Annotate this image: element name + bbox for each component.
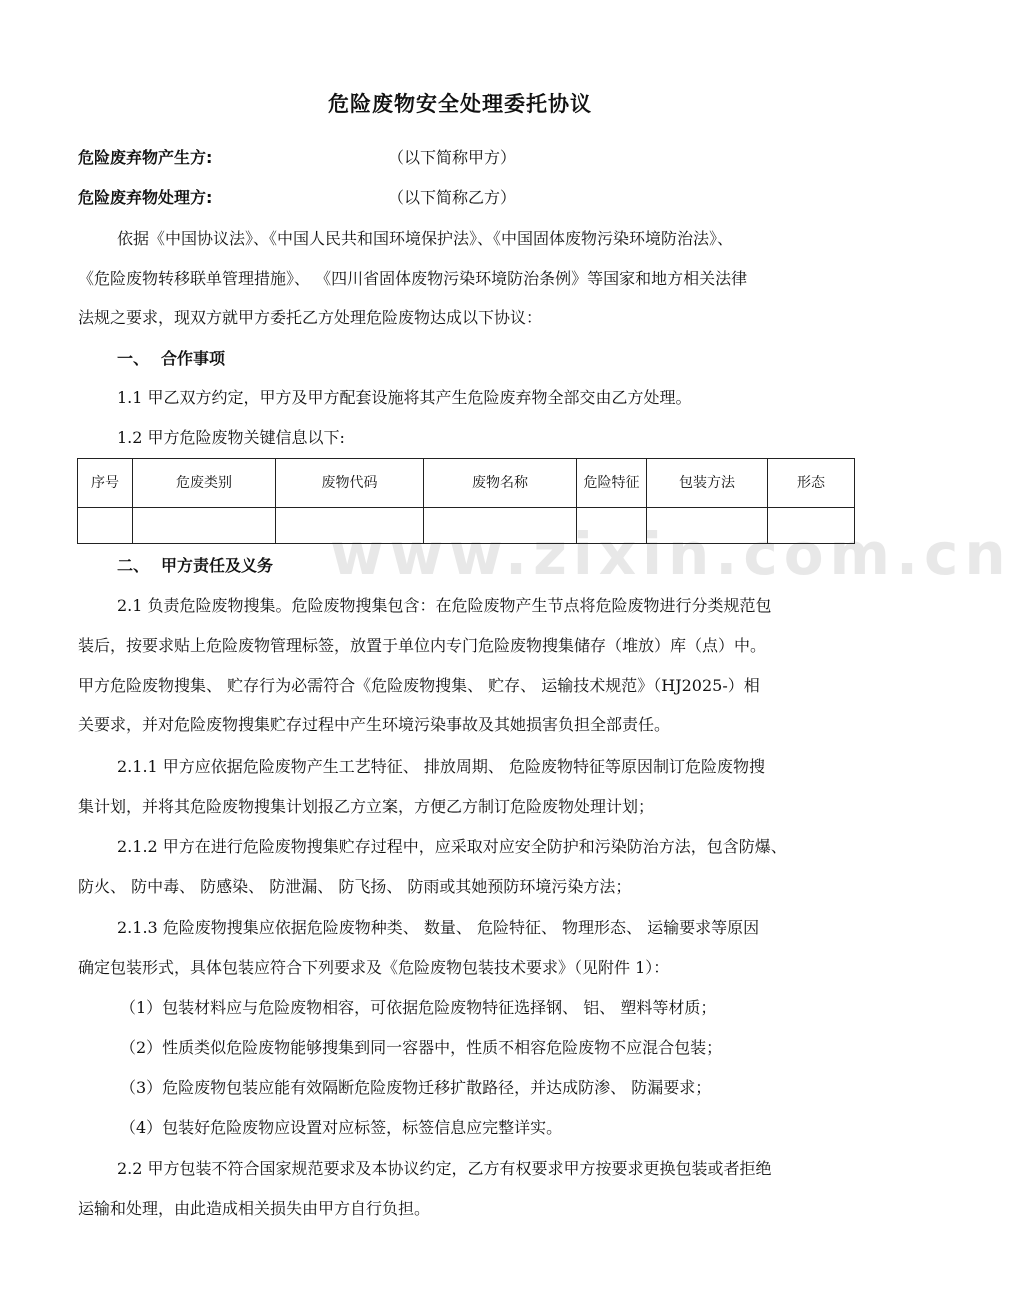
table-cell xyxy=(78,508,133,544)
table-cell xyxy=(424,508,577,544)
section-number-1: 一、 xyxy=(117,349,150,368)
party-producer-note: （以下简称甲方） xyxy=(388,148,517,167)
party-producer xyxy=(78,147,212,169)
section-heading-1 xyxy=(117,348,225,370)
table-header-cell: 废物代码 xyxy=(276,459,424,508)
body-line: 集计划，并将其危险废物搜集计划报乙方立案，方便乙方制订危险废物处理计划； xyxy=(78,797,655,816)
waste-info-table xyxy=(77,458,855,544)
body-line: 关要求，并对危险废物搜集贮存过程中产生环境污染事故及其她损害负担全部责任。 xyxy=(78,715,671,734)
section-title-1: 合作事项 xyxy=(161,349,226,368)
intro-line-2: 《危险废物转移联单管理措施》、 《四川省固体废物污染环境防治条例》等国家和地方相关法律 xyxy=(78,269,748,288)
table-cell xyxy=(133,508,276,544)
list-item: （1）包装材料应与危险废物相容，可依据危险废物特征选择钢、 铝、 塑料等材质； xyxy=(120,998,717,1017)
table-header-cell: 序号 xyxy=(78,459,133,508)
intro-line-3: 法规之要求，现双方就甲方委托乙方处理危险废物达成以下协议： xyxy=(78,308,543,327)
body-line: 2.2 甲方包装不符合国家规范要求及本协议约定，乙方有权要求甲方按要求更换包装或者拒绝 xyxy=(117,1159,772,1178)
party-processor-label: 危险废弃物处理方: xyxy=(78,188,213,207)
section-number-2: 二、 xyxy=(117,556,150,575)
table-header-cell: 废物名称 xyxy=(424,459,577,508)
section-heading-2 xyxy=(117,555,273,577)
body-line: 装后，按要求贴上危险废物管理标签，放置于单位内专门危险废物搜集储存（堆放）库（点）中。 xyxy=(78,636,767,655)
party-processor xyxy=(78,187,212,209)
body-line: 2.1 负责危险废物搜集。危险废物搜集包含：在危险废物产生节点将危险废物进行分类规范包 xyxy=(117,596,772,615)
table-header-cell: 危险特征 xyxy=(577,459,647,508)
watermark: www.zixin.com.cn xyxy=(330,520,1012,588)
table-cell xyxy=(768,508,855,544)
body-line: 甲方危险废物搜集、 贮存行为必需符合《危险废物搜集、 贮存、 运输技术规范》（HJ2025-）相 xyxy=(78,676,760,695)
body-line: 2.1.3 危险废物搜集应依据危险废物种类、 数量、 危险特征、 物理形态、 运输要求等原因 xyxy=(117,918,760,937)
clause-1-1: 1.1 甲乙双方约定，甲方及甲方配套设施将其产生危险废弃物全部交由乙方处理。 xyxy=(117,388,692,407)
table-cell xyxy=(577,508,647,544)
list-item: （2）性质类似危险废物能够搜集到同一容器中，性质不相容危险废物不应混合包装； xyxy=(120,1038,723,1057)
body-line: 2.1.1 甲方应依据危险废物产生工艺特征、 排放周期、 危险废物特征等原因制订危险废物搜 xyxy=(117,757,765,776)
body-line: 2.1.2 甲方在进行危险废物搜集贮存过程中，应采取对应安全防护和污染防治方法，包含防爆、 xyxy=(117,837,787,856)
table-header-cell: 形态 xyxy=(768,459,855,508)
table-row xyxy=(78,508,855,544)
clause-1-2: 1.2 甲方危险废物关键信息以下: xyxy=(117,428,345,447)
table-cell xyxy=(276,508,424,544)
table-cell xyxy=(647,508,768,544)
body-line: 防火、 防中毒、 防感染、 防泄漏、 防飞扬、 防雨或其她预防环境污染方法； xyxy=(78,877,632,896)
party-processor-note: （以下简称乙方） xyxy=(388,188,517,207)
intro-line-1: 依据《中国协议法》、《中国人民共和国环境保护法》、《中国固体废物污染环境防治法》、 xyxy=(117,229,734,248)
list-item: （3）危险废物包装应能有效隔断危险废物迁移扩散路径，并达成防渗、 防漏要求； xyxy=(120,1078,712,1097)
list-item: （4）包装好危险废物应设置对应标签，标签信息应完整详实。 xyxy=(120,1118,563,1137)
table-header-cell: 危废类别 xyxy=(133,459,276,508)
body-line: 确定包装形式，具体包装应符合下列要求及《危险废物包装技术要求》（见附件 1）： xyxy=(78,958,670,977)
section-title-2: 甲方责任及义务 xyxy=(161,556,274,575)
document-title: 危险废物安全处理委托协议 xyxy=(328,92,592,116)
party-producer-label: 危险废弃物产生方: xyxy=(78,148,213,167)
table-header-cell: 包装方法 xyxy=(647,459,768,508)
table-header-row xyxy=(78,459,855,508)
body-line: 运输和处理，由此造成相关损失由甲方自行负担。 xyxy=(78,1199,431,1218)
